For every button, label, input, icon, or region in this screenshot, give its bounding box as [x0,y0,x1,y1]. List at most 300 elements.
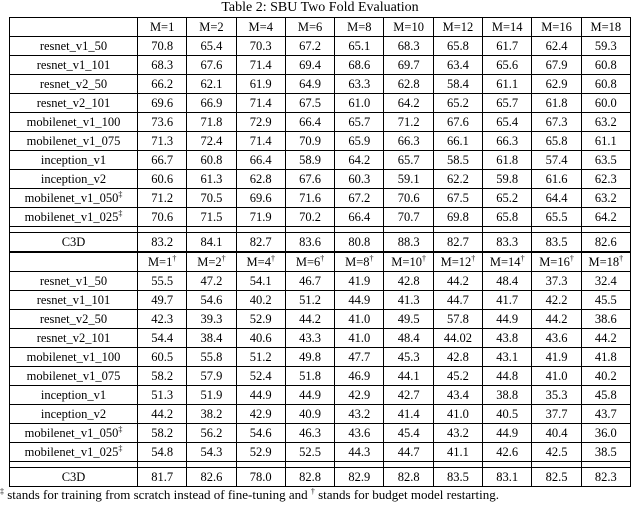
value-cell: 42.8 [384,272,433,291]
model-name: mobilenet_v1_025‡ [10,208,138,227]
value-cell: 41.8 [581,348,630,367]
baseline-value: 82.6 [187,468,236,487]
value-cell: 66.3 [483,132,532,151]
value-cell: 66.3 [384,132,433,151]
value-cell: 70.7 [384,208,433,227]
value-cell: 70.5 [187,189,236,208]
table-row [10,170,631,189]
baseline-value: 81.7 [138,468,187,487]
baseline-value: 83.3 [483,233,532,252]
value-cell: 67.2 [285,37,334,56]
value-cell: 66.2 [138,75,187,94]
value-cell: 40.9 [285,405,334,424]
value-cell: 43.2 [433,424,482,443]
value-cell: 63.2 [581,113,630,132]
value-cell: 66.1 [433,132,482,151]
value-cell: 71.4 [236,94,285,113]
column-header: M=16† [532,253,581,272]
baseline-value: 82.8 [384,468,433,487]
value-cell: 64.2 [384,94,433,113]
value-cell: 43.6 [532,329,581,348]
model-name: resnet_v2_50 [10,310,138,329]
corner-cell [10,18,138,37]
model-name: resnet_v1_50 [10,272,138,291]
value-cell: 44.02 [433,329,482,348]
value-cell: 43.3 [285,329,334,348]
value-cell: 67.6 [187,56,236,75]
baseline-value: 78.0 [236,468,285,487]
value-cell: 64.2 [581,208,630,227]
baseline-value: 83.2 [138,233,187,252]
value-cell: 44.7 [433,291,482,310]
table-row [10,424,631,443]
table-row [10,291,631,310]
value-cell: 71.6 [285,189,334,208]
value-cell: 60.8 [581,56,630,75]
column-header: M=12 [433,18,482,37]
value-cell: 71.5 [187,208,236,227]
value-cell: 69.6 [236,189,285,208]
value-cell: 68.6 [335,56,384,75]
value-cell: 41.9 [335,272,384,291]
value-cell: 40.2 [581,367,630,386]
value-cell: 63.5 [581,151,630,170]
value-cell: 44.2 [285,310,334,329]
value-cell: 62.8 [384,75,433,94]
value-cell: 66.4 [285,113,334,132]
value-cell: 66.7 [138,151,187,170]
value-cell: 44.9 [236,386,285,405]
value-cell: 69.6 [138,94,187,113]
baseline-value: 82.8 [285,468,334,487]
model-name: resnet_v1_101 [10,291,138,310]
value-cell: 67.6 [433,113,482,132]
value-cell: 42.8 [433,348,482,367]
baseline-value: 82.7 [236,233,285,252]
value-cell: 57.4 [532,151,581,170]
corner-cell [10,253,138,272]
value-cell: 42.2 [532,291,581,310]
column-header: M=16 [532,18,581,37]
value-cell: 52.9 [236,443,285,462]
value-cell: 68.3 [138,56,187,75]
value-cell: 47.7 [335,348,384,367]
value-cell: 70.6 [138,208,187,227]
value-cell: 38.8 [483,386,532,405]
value-cell: 52.5 [285,443,334,462]
value-cell: 44.9 [483,424,532,443]
table-row [10,208,631,227]
table-caption: Table 2: SBU Two Fold Evaluation [221,0,419,15]
value-cell: 54.8 [138,443,187,462]
value-cell: 43.1 [483,348,532,367]
table-row [10,367,631,386]
model-mark: ‡ [118,208,123,218]
value-cell: 70.3 [236,37,285,56]
value-cell: 60.5 [138,348,187,367]
value-cell: 67.3 [532,113,581,132]
value-cell: 73.6 [138,113,187,132]
value-cell: 65.4 [187,37,236,56]
value-cell: 45.3 [384,348,433,367]
value-cell: 54.6 [187,291,236,310]
header-mark: † [172,253,177,263]
column-header: M=4† [236,253,285,272]
table-row [10,151,631,170]
column-header: M=4 [236,18,285,37]
value-cell: 49.8 [285,348,334,367]
value-cell: 58.5 [433,151,482,170]
value-cell: 61.3 [187,170,236,189]
value-cell: 40.2 [236,291,285,310]
value-cell: 58.4 [433,75,482,94]
value-cell: 64.9 [285,75,334,94]
value-cell: 61.1 [483,75,532,94]
value-cell: 71.2 [138,189,187,208]
value-cell: 54.3 [187,443,236,462]
value-cell: 57.8 [433,310,482,329]
table-row [10,329,631,348]
table-row [10,189,631,208]
value-cell: 70.6 [384,189,433,208]
value-cell: 38.6 [581,310,630,329]
model-name: resnet_v1_50 [10,37,138,56]
value-cell: 65.2 [483,189,532,208]
column-header: M=14† [483,253,532,272]
value-cell: 35.3 [532,386,581,405]
value-cell: 41.0 [335,329,384,348]
column-header: M=12† [433,253,482,272]
column-header: M=8 [335,18,384,37]
model-name: inception_v1 [10,386,138,405]
table-row [10,75,631,94]
baseline-name: C3D [10,468,138,487]
value-cell: 54.4 [138,329,187,348]
value-cell: 60.3 [335,170,384,189]
baseline-value: 88.3 [384,233,433,252]
value-cell: 43.4 [433,386,482,405]
table-row [10,310,631,329]
value-cell: 60.8 [581,75,630,94]
value-cell: 43.8 [483,329,532,348]
header-row [10,253,631,272]
value-cell: 55.8 [187,348,236,367]
value-cell: 54.6 [236,424,285,443]
value-cell: 57.9 [187,367,236,386]
value-cell: 65.8 [433,37,482,56]
value-cell: 45.5 [581,291,630,310]
value-cell: 44.1 [384,367,433,386]
value-cell: 58.9 [285,151,334,170]
value-cell: 41.7 [483,291,532,310]
model-name: resnet_v2_101 [10,329,138,348]
header-mark: † [369,253,374,263]
value-cell: 62.3 [581,170,630,189]
value-cell: 71.9 [236,208,285,227]
value-cell: 71.3 [138,132,187,151]
value-cell: 54.1 [236,272,285,291]
value-cell: 65.8 [532,132,581,151]
value-cell: 38.5 [581,443,630,462]
value-cell: 61.6 [532,170,581,189]
value-cell: 58.2 [138,367,187,386]
value-cell: 65.7 [384,151,433,170]
value-cell: 43.2 [335,405,384,424]
model-name: mobilenet_v1_025‡ [10,443,138,462]
value-cell: 46.7 [285,272,334,291]
model-name: resnet_v2_50 [10,75,138,94]
value-cell: 44.7 [384,443,433,462]
model-name: mobilenet_v1_100 [10,113,138,132]
value-cell: 37.3 [532,272,581,291]
value-cell: 64.2 [335,151,384,170]
value-cell: 67.5 [433,189,482,208]
value-cell: 51.2 [285,291,334,310]
column-header: M=6 [285,18,334,37]
value-cell: 44.3 [335,443,384,462]
value-cell: 71.8 [187,113,236,132]
table-row [10,94,631,113]
value-cell: 59.3 [581,37,630,56]
value-cell: 69.8 [433,208,482,227]
value-cell: 71.4 [236,56,285,75]
value-cell: 39.3 [187,310,236,329]
value-cell: 62.1 [187,75,236,94]
table-row [10,56,631,75]
column-header: M=18† [581,253,630,272]
value-cell: 65.7 [335,113,384,132]
model-name: resnet_v2_101 [10,94,138,113]
column-header: M=8† [335,253,384,272]
baseline-value: 83.1 [483,468,532,487]
footnote-text-2: stands for budget model restarting. [314,487,499,502]
header-mark: † [569,253,574,263]
header-row [10,18,631,37]
model-name: inception_v2 [10,405,138,424]
results-table-1 [9,17,631,252]
value-cell: 38.4 [187,329,236,348]
footnote-mark-dagger: † [310,487,315,496]
value-cell: 61.7 [483,37,532,56]
model-name: inception_v1 [10,151,138,170]
value-cell: 44.9 [483,310,532,329]
value-cell: 59.8 [483,170,532,189]
footnote-mark-double-dagger: ‡ [0,487,4,496]
value-cell: 41.9 [532,348,581,367]
value-cell: 40.5 [483,405,532,424]
value-cell: 51.2 [236,348,285,367]
table-row [10,272,631,291]
baseline-row [10,233,631,252]
value-cell: 42.9 [236,405,285,424]
value-cell: 44.9 [335,291,384,310]
column-header: M=1† [138,253,187,272]
baseline-value: 83.5 [532,233,581,252]
value-cell: 36.0 [581,424,630,443]
header-mark: † [520,253,525,263]
value-cell: 62.2 [433,170,482,189]
value-cell: 52.4 [236,367,285,386]
footnote-text-1: stands for training from scratch instead of fine-tuning and [4,487,311,502]
value-cell: 62.4 [532,37,581,56]
value-cell: 71.4 [236,132,285,151]
value-cell: 46.9 [335,367,384,386]
value-cell: 45.2 [433,367,482,386]
value-cell: 70.9 [285,132,334,151]
model-name: mobilenet_v1_050‡ [10,424,138,443]
value-cell: 55.5 [138,272,187,291]
value-cell: 71.2 [384,113,433,132]
value-cell: 42.5 [532,443,581,462]
value-cell: 65.9 [335,132,384,151]
column-header: M=14 [483,18,532,37]
value-cell: 44.9 [285,386,334,405]
value-cell: 72.9 [236,113,285,132]
table-row [10,37,631,56]
value-cell: 44.2 [532,310,581,329]
model-mark: ‡ [118,189,123,199]
baseline-value: 82.7 [433,233,482,252]
value-cell: 65.7 [483,94,532,113]
value-cell: 56.2 [187,424,236,443]
header-mark: † [320,253,325,263]
header-mark: † [421,253,426,263]
baseline-value: 82.9 [335,468,384,487]
value-cell: 70.2 [285,208,334,227]
value-cell: 69.7 [384,56,433,75]
model-name: mobilenet_v1_075 [10,367,138,386]
baseline-row [10,468,631,487]
value-cell: 59.1 [384,170,433,189]
baseline-value: 83.6 [285,233,334,252]
value-cell: 44.2 [433,272,482,291]
baseline-name: C3D [10,233,138,252]
value-cell: 60.8 [187,151,236,170]
value-cell: 42.7 [384,386,433,405]
value-cell: 65.4 [483,113,532,132]
table-row [10,405,631,424]
value-cell: 47.2 [187,272,236,291]
value-cell: 43.6 [335,424,384,443]
table-row [10,113,631,132]
table-row [10,132,631,151]
value-cell: 41.0 [433,405,482,424]
value-cell: 46.3 [285,424,334,443]
baseline-value: 82.6 [581,233,630,252]
value-cell: 61.1 [581,132,630,151]
value-cell: 65.1 [335,37,384,56]
footnote [0,487,640,503]
value-cell: 66.4 [335,208,384,227]
value-cell: 38.2 [187,405,236,424]
value-cell: 66.4 [236,151,285,170]
value-cell: 65.6 [483,56,532,75]
value-cell: 61.8 [483,151,532,170]
table-row [10,386,631,405]
value-cell: 66.9 [187,94,236,113]
value-cell: 62.8 [236,170,285,189]
value-cell: 43.7 [581,405,630,424]
value-cell: 45.8 [581,386,630,405]
table-row [10,348,631,367]
value-cell: 51.8 [285,367,334,386]
baseline-value: 82.5 [532,468,581,487]
value-cell: 42.6 [483,443,532,462]
value-cell: 48.4 [384,329,433,348]
value-cell: 51.3 [138,386,187,405]
value-cell: 49.5 [384,310,433,329]
value-cell: 40.4 [532,424,581,443]
value-cell: 44.8 [483,367,532,386]
value-cell: 40.6 [236,329,285,348]
table-row [10,443,631,462]
value-cell: 52.9 [236,310,285,329]
value-cell: 51.9 [187,386,236,405]
column-header: M=10† [384,253,433,272]
baseline-value: 83.5 [433,468,482,487]
value-cell: 41.4 [384,405,433,424]
value-cell: 63.3 [335,75,384,94]
value-cell: 63.4 [433,56,482,75]
model-mark: ‡ [118,424,123,434]
value-cell: 45.4 [384,424,433,443]
value-cell: 42.3 [138,310,187,329]
value-cell: 60.6 [138,170,187,189]
value-cell: 44.2 [138,405,187,424]
column-header: M=2† [187,253,236,272]
value-cell: 65.2 [433,94,482,113]
value-cell: 61.8 [532,94,581,113]
header-mark: † [471,253,476,263]
value-cell: 61.0 [335,94,384,113]
column-header: M=6† [285,253,334,272]
header-mark: † [619,253,624,263]
value-cell: 65.8 [483,208,532,227]
baseline-value: 82.3 [581,468,630,487]
value-cell: 62.9 [532,75,581,94]
value-cell: 67.6 [285,170,334,189]
value-cell: 60.0 [581,94,630,113]
baseline-value: 80.8 [335,233,384,252]
value-cell: 58.2 [138,424,187,443]
model-name: inception_v2 [10,170,138,189]
value-cell: 69.4 [285,56,334,75]
value-cell: 41.0 [532,367,581,386]
value-cell: 61.9 [236,75,285,94]
model-name: mobilenet_v1_075 [10,132,138,151]
value-cell: 64.4 [532,189,581,208]
model-name: mobilenet_v1_100 [10,348,138,367]
value-cell: 42.9 [335,386,384,405]
value-cell: 67.9 [532,56,581,75]
results-table-2 [9,252,631,487]
value-cell: 37.7 [532,405,581,424]
value-cell: 67.2 [335,189,384,208]
value-cell: 63.2 [581,189,630,208]
column-header: M=2 [187,18,236,37]
baseline-value: 84.1 [187,233,236,252]
value-cell: 65.5 [532,208,581,227]
value-cell: 48.4 [483,272,532,291]
value-cell: 67.5 [285,94,334,113]
column-header: M=18 [581,18,630,37]
value-cell: 68.3 [384,37,433,56]
value-cell: 41.3 [384,291,433,310]
value-cell: 41.1 [433,443,482,462]
value-cell: 41.0 [335,310,384,329]
value-cell: 70.8 [138,37,187,56]
value-cell: 32.4 [581,272,630,291]
